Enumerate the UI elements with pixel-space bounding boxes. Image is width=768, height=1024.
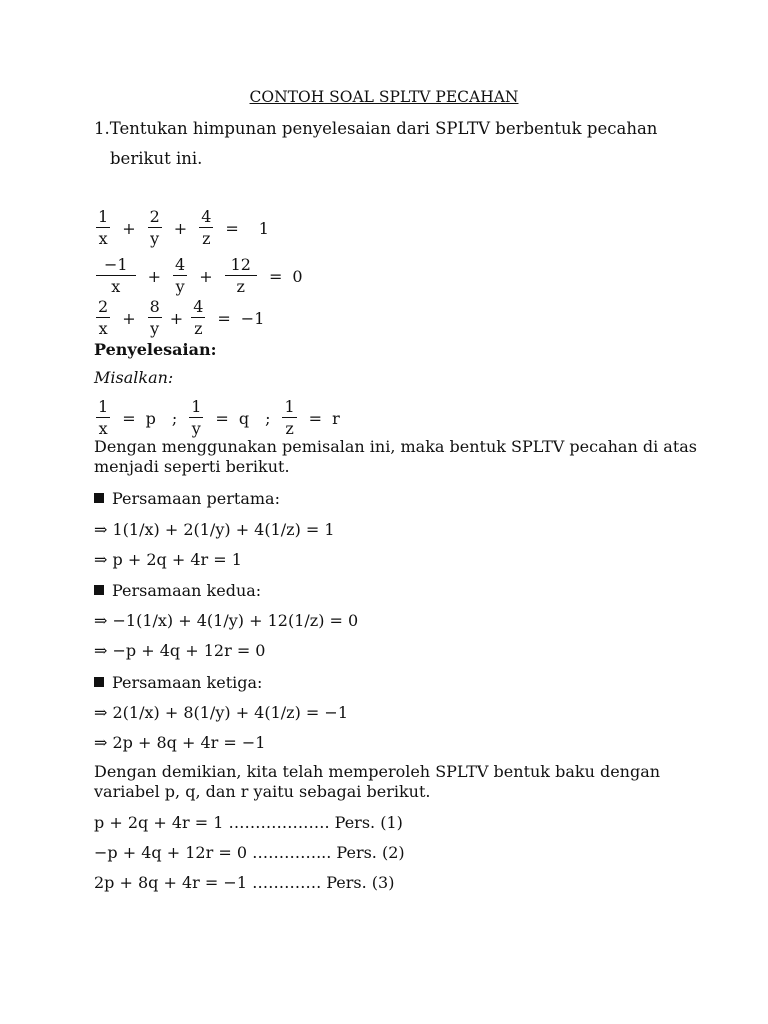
misalkan-label: Misalkan: [94, 368, 174, 387]
equation-3-step-1: ⇒ 2(1/x) + 8(1/y) + 4(1/z) = −1 [94, 703, 349, 722]
fraction: $\frac{8}{y}$ [149, 297, 160, 338]
final-equation-1: p + 2q + 4r = 1 ………………. Pers. (1) [94, 813, 403, 832]
intro-line-2: menjadi seperti berikut. [94, 457, 290, 476]
document-title: CONTOH SOAL SPLTV PECAHAN [249, 88, 519, 106]
equation-2-heading: Persamaan kedua: [94, 581, 261, 600]
question-line-1: 1.Tentukan himpunan penyelesaian dari SPLTV berbentuk pecahan [94, 119, 658, 138]
intro-line-1: Dengan menggunakan pemisalan ini, maka bentuk SPLTV pecahan di atas [94, 437, 698, 456]
equation-1-heading: Persamaan pertama: [94, 489, 280, 508]
equation-2-step-1: ⇒ −1(1/x) + 4(1/y) + 12(1/z) = 0 [94, 611, 359, 630]
fraction: $\frac{1}{y}$ [191, 397, 202, 438]
square-bullet-icon [94, 677, 104, 687]
square-bullet-icon [94, 493, 104, 503]
square-bullet-icon [94, 585, 104, 595]
fraction: $\frac{12}{z}$ [225, 255, 257, 297]
fraction: $\frac{1}{x}$ [98, 397, 109, 438]
fraction: $\frac{2}{x}$ [98, 297, 109, 338]
equation-1-step-1: ⇒ 1(1/x) + 2(1/y) + 4(1/z) = 1 [94, 520, 335, 539]
system-equation-2: $\frac{-1}{x}$ + $\frac{4}{y}$ + $\frac{12}{z}$ = 0 [94, 254, 303, 298]
fraction: $\frac{4}{z}$ [193, 297, 204, 338]
solution-heading: Penyelesaian: [94, 340, 217, 359]
final-equation-2: −p + 4q + 12r = 0 …………... Pers. (2) [94, 843, 405, 862]
final-equation-3: 2p + 8q + 4r = −1 …………. Pers. (3) [94, 873, 395, 892]
system-equation-1: $\frac{1}{x}$ + $\frac{2}{y}$ + $\frac{4}{z}$ = 1 [98, 207, 269, 248]
fraction: $\frac{2}{y}$ [149, 207, 160, 248]
conclusion-line-1: Dengan demikian, kita telah memperoleh SPLTV bentuk baku dengan [94, 762, 661, 781]
equation-3-heading: Persamaan ketiga: [94, 673, 262, 692]
substitution-line: $\frac{1}{x}$ = p ; $\frac{1}{y}$ = q ; $\frac{1}{z}$ = r [98, 397, 340, 438]
equation-1-step-2: ⇒ p + 2q + 4r = 1 [94, 550, 242, 569]
system-equation-3: $\frac{2}{x}$ + $\frac{8}{y}$ + $\frac{4}{z}$ = −1 [98, 297, 265, 338]
equation-2-step-2: ⇒ −p + 4q + 12r = 0 [94, 641, 266, 660]
equation-3-step-2: ⇒ 2p + 8q + 4r = −1 [94, 733, 266, 752]
fraction: $\frac{4}{y}$ [175, 255, 186, 296]
fraction: $\frac{1}{x}$ [98, 207, 109, 248]
fraction: $\frac{-1}{x}$ [96, 255, 136, 297]
conclusion-line-2: variabel p, q, dan r yaitu sebagai berikut. [94, 782, 431, 801]
question-line-2: berikut ini. [110, 149, 203, 168]
fraction: $\frac{1}{z}$ [284, 397, 295, 438]
fraction: $\frac{4}{z}$ [201, 207, 212, 248]
